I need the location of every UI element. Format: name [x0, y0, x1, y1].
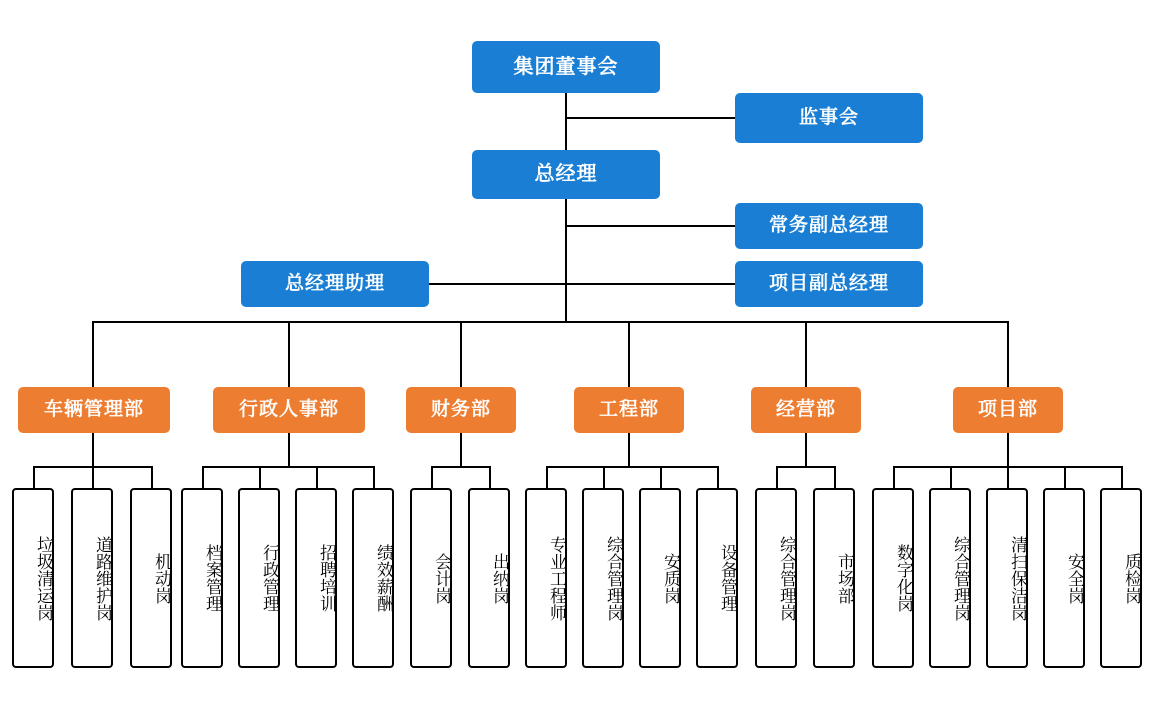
connector-assistant-to-gm [429, 283, 566, 285]
connector-dept-4-post-3 [660, 466, 662, 488]
node-post-4-3[interactable]: 安质岗 [639, 488, 681, 668]
connector-dept-4-post-2 [603, 466, 605, 488]
node-post-6-5[interactable]: 质检岗 [1100, 488, 1142, 668]
connector-dept-1-post-1 [33, 466, 35, 488]
connector-dept-3-post-2 [489, 466, 491, 488]
connector-dept-5-post-1 [776, 466, 778, 488]
node-post-2-3[interactable]: 招聘培训 [295, 488, 337, 668]
node-department-3[interactable]: 财务部 [406, 387, 516, 433]
connector-gm-to-project-deputy [565, 283, 735, 285]
connector-drop-dept-4 [628, 321, 630, 387]
node-post-2-1[interactable]: 档案管理 [181, 488, 223, 668]
node-post-2-4[interactable]: 绩效薪酬 [352, 488, 394, 668]
connector-gm-down [565, 199, 567, 322]
node-post-5-2[interactable]: 市场部 [813, 488, 855, 668]
node-gm-assistant[interactable]: 总经理助理 [241, 261, 429, 307]
connector-dept-2-post-4 [373, 466, 375, 488]
connector-dept-4-post-4 [717, 466, 719, 488]
node-department-1[interactable]: 车辆管理部 [18, 387, 170, 433]
connector-dept-1-post-2 [92, 466, 94, 488]
connector-gm-to-supervisory [565, 117, 735, 119]
node-post-3-1[interactable]: 会计岗 [410, 488, 452, 668]
connector-dept-2-post-3 [316, 466, 318, 488]
node-post-1-1[interactable]: 垃圾清运岗 [12, 488, 54, 668]
connector-dept-1-stem [92, 433, 94, 467]
connector-dept-6-post-1 [893, 466, 895, 488]
node-post-2-2[interactable]: 行政管理 [238, 488, 280, 668]
node-board[interactable]: 集团董事会 [472, 41, 660, 93]
node-post-6-4[interactable]: 安全岗 [1043, 488, 1085, 668]
node-general-manager[interactable]: 总经理 [472, 150, 660, 199]
connector-dept-4-post-1 [546, 466, 548, 488]
node-post-1-2[interactable]: 道路维护岗 [71, 488, 113, 668]
node-department-5[interactable]: 经营部 [751, 387, 861, 433]
connector-dept-1-post-3 [151, 466, 153, 488]
connector-drop-dept-1 [92, 321, 94, 387]
node-post-6-1[interactable]: 数字化岗 [872, 488, 914, 668]
connector-dept-6-post-5 [1121, 466, 1123, 488]
node-post-3-2[interactable]: 出纳岗 [468, 488, 510, 668]
connector-dept-2-post-1 [202, 466, 204, 488]
connector-drop-dept-3 [460, 321, 462, 387]
connector-drop-dept-2 [288, 321, 290, 387]
node-project-deputy-gm[interactable]: 项目副总经理 [735, 261, 923, 307]
node-executive-deputy-gm[interactable]: 常务副总经理 [735, 203, 923, 249]
node-department-6[interactable]: 项目部 [953, 387, 1063, 433]
connector-dept-6-post-3 [1007, 466, 1009, 488]
connector-dept-5-post-2 [834, 466, 836, 488]
connector-department-bus [92, 321, 1008, 323]
connector-dept-6-post-2 [950, 466, 952, 488]
connector-dept-5-bus [776, 466, 834, 468]
node-post-4-2[interactable]: 综合管理岗 [582, 488, 624, 668]
node-department-4[interactable]: 工程部 [574, 387, 684, 433]
connector-dept-3-post-1 [431, 466, 433, 488]
node-post-6-2[interactable]: 综合管理岗 [929, 488, 971, 668]
node-post-4-1[interactable]: 专业工程师 [525, 488, 567, 668]
node-post-1-3[interactable]: 机动岗 [130, 488, 172, 668]
connector-dept-4-stem [628, 433, 630, 467]
connector-drop-dept-5 [805, 321, 807, 387]
connector-gm-to-executive-deputy [565, 225, 735, 227]
connector-dept-2-stem [288, 433, 290, 467]
node-supervisory-board[interactable]: 监事会 [735, 93, 923, 143]
connector-dept-6-stem [1007, 433, 1009, 467]
node-department-2[interactable]: 行政人事部 [213, 387, 365, 433]
node-post-6-3[interactable]: 清扫保洁岗 [986, 488, 1028, 668]
connector-dept-2-post-2 [259, 466, 261, 488]
node-post-5-1[interactable]: 综合管理岗 [755, 488, 797, 668]
connector-dept-5-stem [805, 433, 807, 467]
node-post-4-4[interactable]: 设备管理 [696, 488, 738, 668]
connector-dept-3-stem [460, 433, 462, 467]
connector-dept-4-bus [546, 466, 718, 468]
connector-dept-2-bus [202, 466, 374, 468]
connector-drop-dept-6 [1007, 321, 1009, 387]
connector-dept-3-bus [431, 466, 489, 468]
connector-dept-6-post-4 [1064, 466, 1066, 488]
connector-board-to-gm [565, 93, 567, 150]
